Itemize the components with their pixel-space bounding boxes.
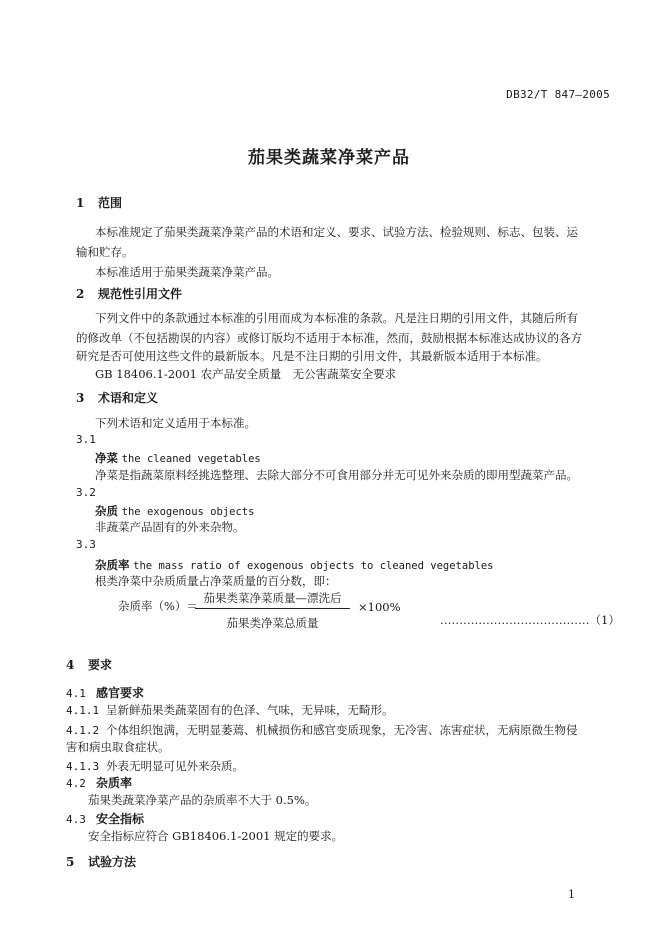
formula-multiplier: ×100% [358,600,401,614]
section-number: 3 [76,391,85,405]
paragraph: 茄果类蔬菜净菜产品的杂质率不大于 0.5%。 [88,793,317,807]
term-zh: 净菜 [95,451,118,465]
clause-text: 个体组织饱满，无明显萎蔫、机械损伤和感官变质现象，无冷害、冻害症状，无病原微生物侵 [106,723,578,737]
term-zh: 杂质 [95,504,118,518]
term-en: the exogenous objects [121,506,255,518]
term-number: 3.2 [76,486,96,499]
subsection-number: 4.3 [66,813,86,826]
subsection-heading [66,810,144,827]
term-definition: 非蔬菜产品固有的外来杂物。 [95,520,245,534]
subsection-title: 安全指标 [96,812,145,826]
section-number: 2 [76,287,85,301]
section-number: 4 [66,658,75,672]
section-title: 范围 [98,196,123,210]
section-title: 试验方法 [88,855,137,869]
paragraph: 的修改单（不包括勘误的内容）或修订版均不适用于本标准，然而，鼓励根据本标准达成协议的各方 [76,331,582,345]
subsection-title: 感官要求 [96,686,145,700]
standard-code: DB32/T 847—2005 [506,88,610,101]
formula-numerator: 茄果类菜净菜质量—漂洗后 [195,590,350,609]
formula-denominator: 茄果类净菜总质量 [226,616,319,630]
subsection-number: 4.2 [66,777,86,790]
equation-number: …………………………………（1） [440,613,620,627]
section-number: 1 [76,196,85,210]
clause [66,700,394,721]
term-heading [95,450,261,466]
normative-reference: GB 18406.1-2001 农产品安全质量 无公害蔬菜安全要求 [95,367,397,381]
document-title: 茄果类蔬菜净菜产品 [248,148,410,168]
section-2-heading [76,285,182,302]
section-title: 规范性引用文件 [98,287,183,301]
term-en: the cleaned vegetables [121,453,261,465]
section-number: 5 [66,855,75,869]
term-definition: 根类净菜中杂质质量占净菜质量的百分数，即： [95,574,337,588]
paragraph: 研究是否可使用这些文件的最新版本。凡是不注日期的引用文件，其最新版本适用于本标准。 [76,349,548,363]
subsection-heading [66,774,132,791]
clause-number: 4.1.1 [66,704,100,717]
clause-number: 4.1.3 [66,760,100,773]
page-number: 1 [568,888,575,901]
term-number: 3.3 [76,538,96,551]
clause-number: 4.1.2 [66,724,100,737]
paragraph: 安全指标应符合 GB18406.1-2001 规定的要求。 [88,829,344,843]
paragraph: 害和病虫取食症状。 [66,740,170,754]
section-1-heading [76,194,122,211]
term-definition: 净菜是指蔬菜原料经挑选整理、去除大部分不可食用部分并无可见外来杂质的即用型蔬菜产品。 [95,468,578,482]
paragraph: 本标准适用于茄果类蔬菜净菜产品。 [95,265,279,279]
term-zh: 杂质率 [95,558,130,572]
subsection-heading [66,684,144,701]
clause-text: 呈新鲜茄果类蔬菜固有的色泽、气味，无异味，无畸形。 [106,703,394,717]
section-title: 要求 [88,658,113,672]
section-title: 术语和定义 [98,391,159,405]
section-5-heading [66,853,136,870]
paragraph: 下列文件中的条款通过本标准的引用而成为本标准的条款。凡是注日期的引用文件，其随后所有 [95,311,578,325]
formula-fraction [195,590,350,631]
section-4-heading [66,656,112,673]
paragraph: 下列术语和定义适用于本标准。 [95,416,256,430]
term-number: 3.1 [76,433,96,446]
section-3-heading [76,389,158,406]
term-en: the mass ratio of exogenous objects to cleaned vegetables [133,560,494,572]
clause-text: 外表无明显可见外来杂质。 [106,759,244,773]
formula-label: 杂质率（%）＝ [118,599,198,613]
paragraph: 本标准规定了茄果类蔬菜净菜产品的术语和定义、要求、试验方法、检验规则、标志、包装、运 [95,225,578,239]
subsection-number: 4.1 [66,687,86,700]
paragraph: 输和贮存。 [76,245,134,259]
subsection-title: 杂质率 [96,776,133,790]
